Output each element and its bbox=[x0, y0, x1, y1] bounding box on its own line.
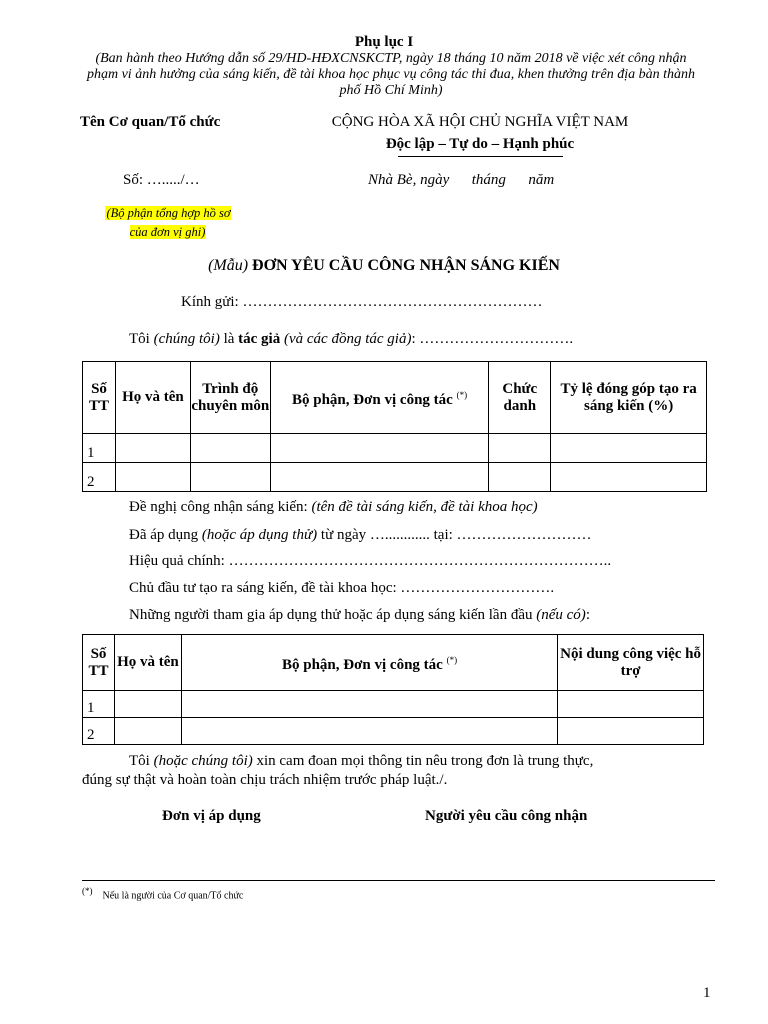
org-name: Tên Cơ quan/Tổ chức bbox=[80, 114, 221, 130]
pledge-prefix: Tôi bbox=[129, 753, 150, 769]
page-number: 1 bbox=[703, 985, 711, 1001]
col-qualification: Trình độ chuyên môn bbox=[190, 362, 270, 434]
table-row bbox=[83, 463, 707, 492]
row-index: 1 bbox=[83, 434, 116, 463]
form-title-prefix: (Mẫu) bbox=[208, 257, 249, 274]
participants-table-header bbox=[83, 635, 704, 691]
cell-unit[interactable] bbox=[270, 463, 489, 492]
cell-contribution[interactable] bbox=[551, 463, 707, 492]
pledge-paren: (hoặc chúng tôi) bbox=[153, 753, 253, 769]
applied-from: từ ngày bbox=[320, 527, 367, 543]
participants-line: Những người tham gia áp dụng thử hoặc áp dụng sáng kiến lần đầu (nếu có): bbox=[129, 607, 590, 623]
investor-dots: …………………………. bbox=[400, 580, 555, 596]
org-note-text: (Bộ phận tổng hợp hồ sơ của đơn vị ghi) bbox=[106, 206, 231, 239]
author-dots: : …………………………. bbox=[411, 331, 574, 347]
form-title bbox=[0, 257, 768, 275]
pledge-text-1: xin cam đoan mọi thông tin nêu trong đơn là trung thực, bbox=[256, 753, 594, 769]
footnote bbox=[82, 886, 243, 901]
col-unit bbox=[181, 635, 557, 691]
col-unit-mark: (*) bbox=[456, 389, 468, 400]
col-stt: Số TT bbox=[83, 362, 116, 434]
org-note bbox=[96, 204, 240, 242]
effect-dots: ………………………………………………………………….. bbox=[228, 553, 612, 569]
document-number: Số: …...../… bbox=[123, 172, 200, 188]
applied-hint: (hoặc áp dụng thử) bbox=[201, 527, 318, 543]
cell-position[interactable] bbox=[489, 463, 551, 492]
col-position: Chức danh bbox=[489, 362, 551, 434]
investor-label: Chủ đầu tư tạo ra sáng kiến, đề tài khoa học: bbox=[129, 580, 397, 596]
row-index: 1 bbox=[83, 691, 115, 718]
proposal-hint: (tên đề tài sáng kiến, đề tài khoa học) bbox=[311, 499, 538, 515]
col-stt: Số TT bbox=[83, 635, 115, 691]
row-index: 2 bbox=[83, 463, 116, 492]
cell-support[interactable] bbox=[558, 718, 704, 745]
author-line bbox=[129, 331, 573, 348]
cell-support[interactable] bbox=[558, 691, 704, 718]
cell-unit[interactable] bbox=[181, 718, 557, 745]
table-row bbox=[83, 434, 707, 463]
table-row bbox=[83, 691, 704, 718]
col-unit-label: Bộ phận, Đơn vị công tác bbox=[281, 656, 443, 673]
cell-name[interactable] bbox=[115, 434, 190, 463]
pledge-line-1 bbox=[129, 753, 593, 770]
cell-unit[interactable] bbox=[181, 691, 557, 718]
row-index: 2 bbox=[83, 718, 115, 745]
appendix-title: Phụ lục I bbox=[354, 34, 414, 50]
col-unit bbox=[270, 362, 489, 434]
col-contribution: Tỷ lệ đóng góp tạo ra sáng kiến (%) bbox=[551, 362, 707, 434]
recipient-line bbox=[181, 294, 542, 311]
participants-hint: (nếu có) bbox=[536, 607, 586, 623]
sign-unit-label: Đơn vị áp dụng bbox=[162, 808, 261, 824]
author-paren: (chúng tôi) bbox=[153, 331, 220, 347]
applied-at: tại: bbox=[433, 527, 453, 543]
cell-name[interactable] bbox=[114, 691, 181, 718]
col-name: Họ và tên bbox=[114, 635, 181, 691]
footnote-divider bbox=[82, 880, 715, 881]
participants-label: Những người tham gia áp dụng thử hoặc áp dụng sáng kiến lần đầu bbox=[129, 607, 533, 623]
author-paren2: (và các đồng tác giả) bbox=[283, 331, 412, 347]
cell-qualification[interactable] bbox=[190, 463, 270, 492]
col-unit-label: Bộ phận, Đơn vị công tác bbox=[291, 391, 453, 408]
author-mid: là bbox=[223, 331, 235, 347]
place-date: Nhà Bè, ngày tháng năm bbox=[368, 172, 555, 188]
applied-dots-place: ……………………… bbox=[456, 527, 592, 543]
col-unit-mark: (*) bbox=[446, 654, 458, 665]
national-motto: Độc lập – Tự do – Hạnh phúc bbox=[385, 136, 575, 152]
participants-table bbox=[82, 634, 704, 745]
author-prefix: Tôi bbox=[129, 331, 150, 347]
appendix-note: (Ban hành theo Hướng dẫn số 29/HD-HĐXCNSKCTP, ngày 18 tháng 10 năm 2018 về việc xét công nhận phạm vi ảnh hưởng của sáng kiến, đề tài khoa học phục vụ công tác thi đua, khen thưởng trên địa bàn thành phố Hồ Chí Minh) bbox=[86, 51, 695, 98]
table-row bbox=[83, 718, 704, 745]
effect-label: Hiệu quả chính: bbox=[129, 553, 225, 569]
pledge-line-2: đúng sự thật và hoàn toàn chịu trách nhiệm trước pháp luật./. bbox=[82, 772, 448, 788]
cell-contribution[interactable] bbox=[551, 434, 707, 463]
recipient-dots: …………………………………………………… bbox=[242, 294, 543, 310]
recipient-label: Kính gửi: bbox=[181, 294, 239, 310]
form-title-text: ĐƠN YÊU CẦU CÔNG NHẬN SÁNG KIẾN bbox=[252, 257, 560, 274]
author-bold: tác giả bbox=[238, 331, 281, 347]
cell-name[interactable] bbox=[115, 463, 190, 492]
col-name: Họ và tên bbox=[115, 362, 190, 434]
effect-line bbox=[129, 553, 611, 570]
country-name: CỘNG HÒA XÃ HỘI CHỦ NGHĨA VIỆT NAM bbox=[331, 114, 629, 130]
cell-qualification[interactable] bbox=[190, 434, 270, 463]
col-support: Nội dung công việc hỗ trợ bbox=[558, 635, 704, 691]
sign-requester-label: Người yêu cầu công nhận bbox=[425, 808, 588, 824]
applied-dots-date: …............ bbox=[369, 527, 430, 543]
footnote-mark: (*) bbox=[82, 886, 93, 896]
cell-unit[interactable] bbox=[270, 434, 489, 463]
applied-line bbox=[129, 527, 592, 544]
proposal-label: Đề nghị công nhận sáng kiến: bbox=[129, 499, 308, 515]
investor-line bbox=[129, 580, 554, 597]
proposal-line bbox=[129, 499, 538, 516]
applied-label: Đã áp dụng bbox=[129, 527, 199, 543]
authors-table-header bbox=[83, 362, 707, 434]
cell-name[interactable] bbox=[114, 718, 181, 745]
authors-table bbox=[82, 361, 707, 492]
cell-position[interactable] bbox=[489, 434, 551, 463]
footnote-text: Nếu là người của Cơ quan/Tổ chức bbox=[102, 890, 244, 902]
motto-underline bbox=[398, 156, 563, 157]
